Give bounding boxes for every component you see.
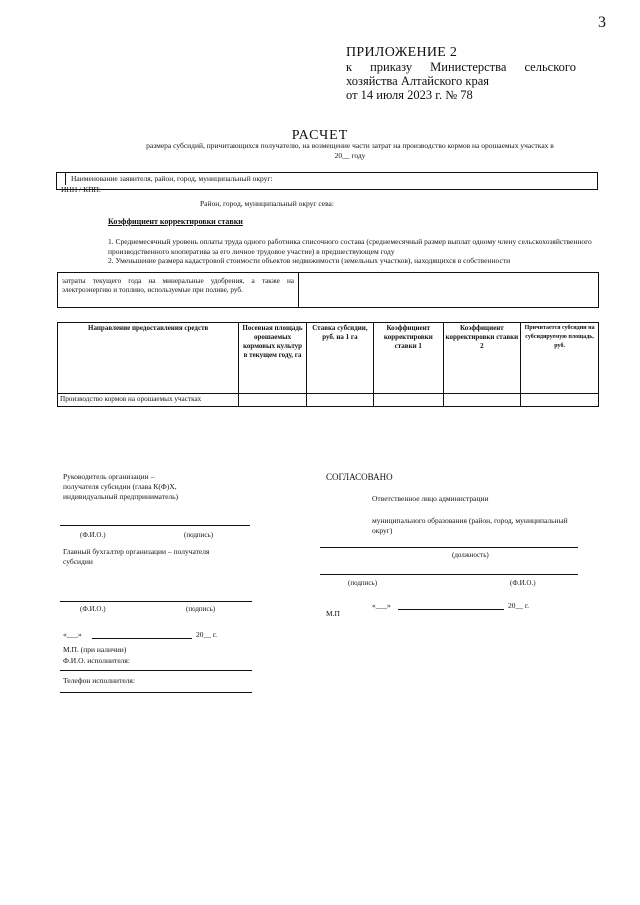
right-date-line xyxy=(398,609,504,610)
appendix-line2: к приказу Министерства сельского xyxy=(346,60,576,74)
inn-underline xyxy=(56,189,116,190)
document-title: РАСЧЕТ xyxy=(291,128,349,143)
position-caption: (должность) xyxy=(452,551,489,559)
accountant-sign-line xyxy=(60,601,252,602)
accountant-fio-caption: (Ф.И.О.) xyxy=(80,605,106,613)
document-subtitle: размера субсидий, причитающихся получателю, на возмещение части затрат на производство кормов на орошаемых участках в 20__ году xyxy=(146,141,554,160)
cell-area[interactable] xyxy=(239,394,306,407)
subsidy-table xyxy=(57,322,599,407)
appendix-header xyxy=(346,46,576,102)
col-area: Посевная площадь орошаемых кормовых культур в текущем году, га xyxy=(239,323,306,394)
left-date-year: 20__ г. xyxy=(196,630,217,639)
municipality-label: муниципального образования (район, город, муниципальный округ) xyxy=(372,516,568,535)
phone-line xyxy=(60,692,252,693)
left-stamp: М.П. (при наличии) xyxy=(63,645,127,654)
col-coef2: Коэффициент корректировки ставки 2 xyxy=(443,323,521,394)
executor-line xyxy=(60,670,252,671)
appendix-line3: хозяйства Алтайского края xyxy=(346,74,489,88)
coef-heading: Коэффициент корректировки ставки xyxy=(108,217,243,226)
appendix-title: ПРИЛОЖЕНИЕ 2 xyxy=(346,45,458,60)
inn-label: ИНН / КПП: xyxy=(61,185,102,194)
table-header-row xyxy=(58,323,599,394)
left-date-day: «___» xyxy=(63,630,82,639)
right-sign-caption: (подпись) xyxy=(348,579,378,587)
accountant-label: Главный бухгалтер организации – получателя субсидии xyxy=(63,547,210,566)
cell-coef2[interactable] xyxy=(443,394,521,407)
coef-item-1: 1. Среднемесячный уровень оплаты труда одного работника списочного состава (среднемесячный размер выплат одному члену сельскохозяйственного производственного кооператива за его личное трудовое участие) в предшествующем году xyxy=(108,237,592,256)
responsible-label: Ответственное лицо администрации xyxy=(372,494,489,503)
cell-rate[interactable] xyxy=(306,394,373,407)
applicant-box[interactable] xyxy=(56,172,598,194)
expenses-label: затраты текущего года на минеральные удобрения, а также на электроэнергию и топливо, используемые при поливе, руб. xyxy=(62,277,294,294)
head-fio-caption: (Ф.И.О.) xyxy=(80,531,106,539)
col-direction: Направление предоставления средств xyxy=(58,323,239,394)
table-row xyxy=(58,394,599,407)
right-sign-line xyxy=(320,574,578,575)
region-label: Район, город, муниципальный округ сева: xyxy=(200,199,334,208)
page-number: 3 xyxy=(598,14,606,31)
head-sign-line xyxy=(60,525,250,526)
expenses-box xyxy=(57,272,599,308)
applicant-label: Наименование заявителя, район, город, муниципальный округ: xyxy=(71,174,273,183)
col-rate: Ставка субсидии, руб. на 1 га xyxy=(306,323,373,394)
cell-total[interactable] xyxy=(521,394,599,407)
col-coef1: Коэффициент корректировки ставки 1 xyxy=(374,323,443,394)
right-stamp: М.П xyxy=(326,609,340,618)
agreed-label: СОГЛАСОВАНО xyxy=(326,472,393,482)
head-sign-caption: (подпись) xyxy=(184,531,214,539)
right-date-day: «___» xyxy=(372,601,391,610)
accountant-sign-caption: (подпись) xyxy=(186,605,216,613)
phone-label: Телефон исполнителя: xyxy=(63,676,135,685)
col-total: Причитается субсидии на субсидируемую площадь, руб. xyxy=(521,323,599,394)
right-fio-caption: (Ф.И.О.) xyxy=(510,579,536,587)
appendix-line4: от 14 июля 2023 г. № 78 xyxy=(346,88,473,102)
coef-item-2: 2. Уменьшение размера кадастровой стоимости объектов недвижимости (земельных участков), находящихся в собственности xyxy=(108,256,511,265)
left-date-line xyxy=(92,638,192,639)
cell-coef1[interactable] xyxy=(374,394,443,407)
head-label: Руководитель организации – получателя субсидии (глава К(Ф)Х, индивидуальный предприниматель) xyxy=(63,472,179,501)
executor-label: Ф.И.О. исполнителя: xyxy=(63,656,130,665)
row-label: Производство кормов на орошаемых участках xyxy=(58,394,239,407)
position-line xyxy=(320,547,578,548)
right-date-year: 20__ г. xyxy=(508,601,529,610)
